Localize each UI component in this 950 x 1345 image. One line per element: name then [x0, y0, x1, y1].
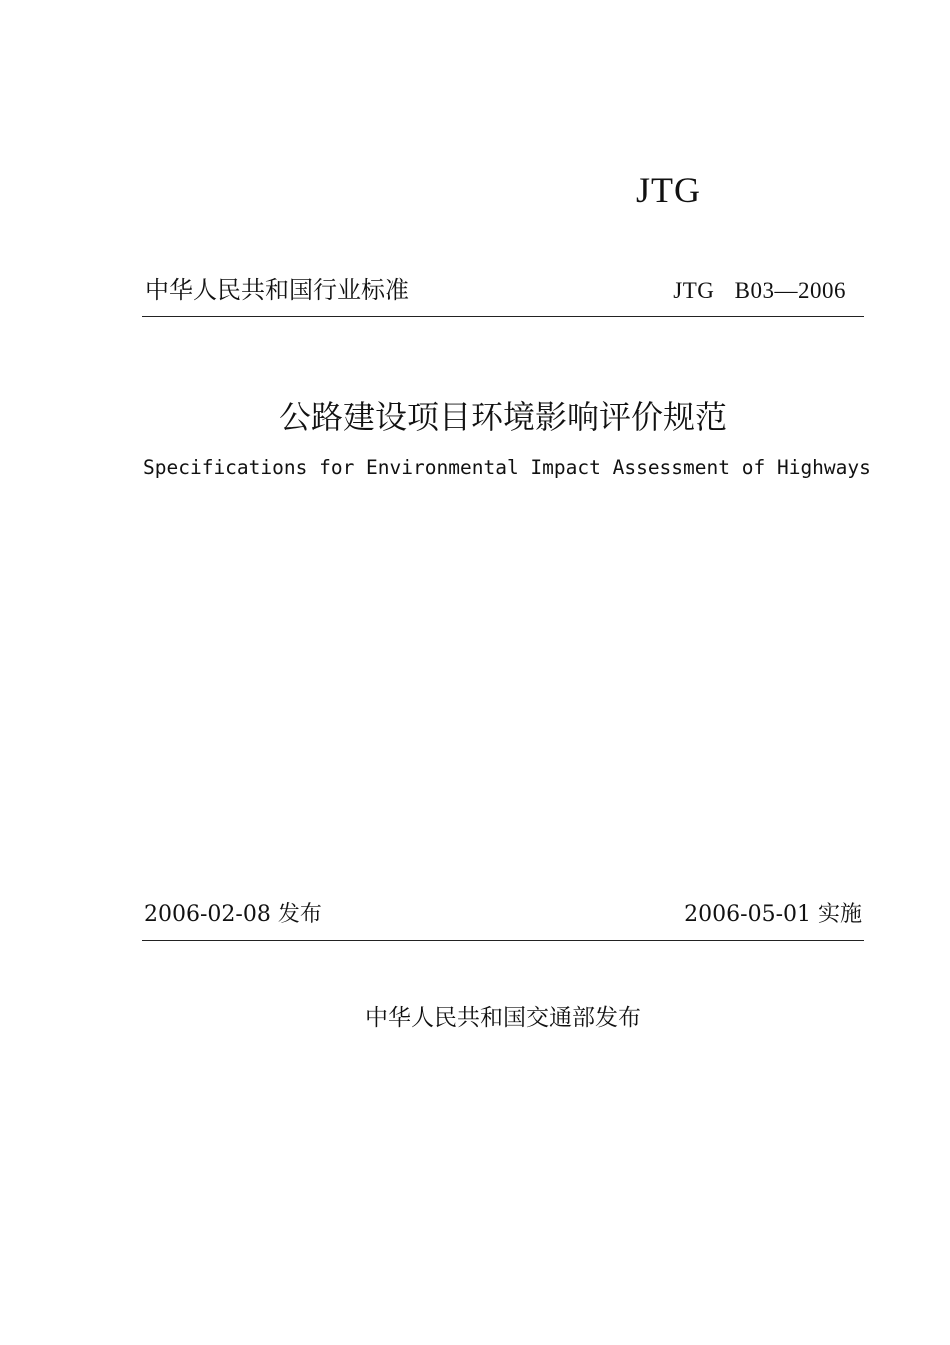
standard-category: 中华人民共和国行业标准: [145, 276, 409, 304]
document-title-chinese: 公路建设项目环境影响评价规范: [278, 398, 727, 436]
bottom-divider: [142, 940, 864, 941]
top-divider: [142, 316, 864, 317]
standard-code: JTG B03—2006: [673, 278, 846, 303]
publisher: 中华人民共和国交通部发布: [365, 1005, 641, 1031]
document-title-english: Specifications for Environmental Impact Assessment of Highways: [143, 456, 871, 479]
effective-date: 2006-05-01 实施: [684, 902, 862, 927]
jtg-logo: JTG: [636, 170, 701, 210]
issue-date: 2006-02-08 发布: [144, 902, 322, 927]
